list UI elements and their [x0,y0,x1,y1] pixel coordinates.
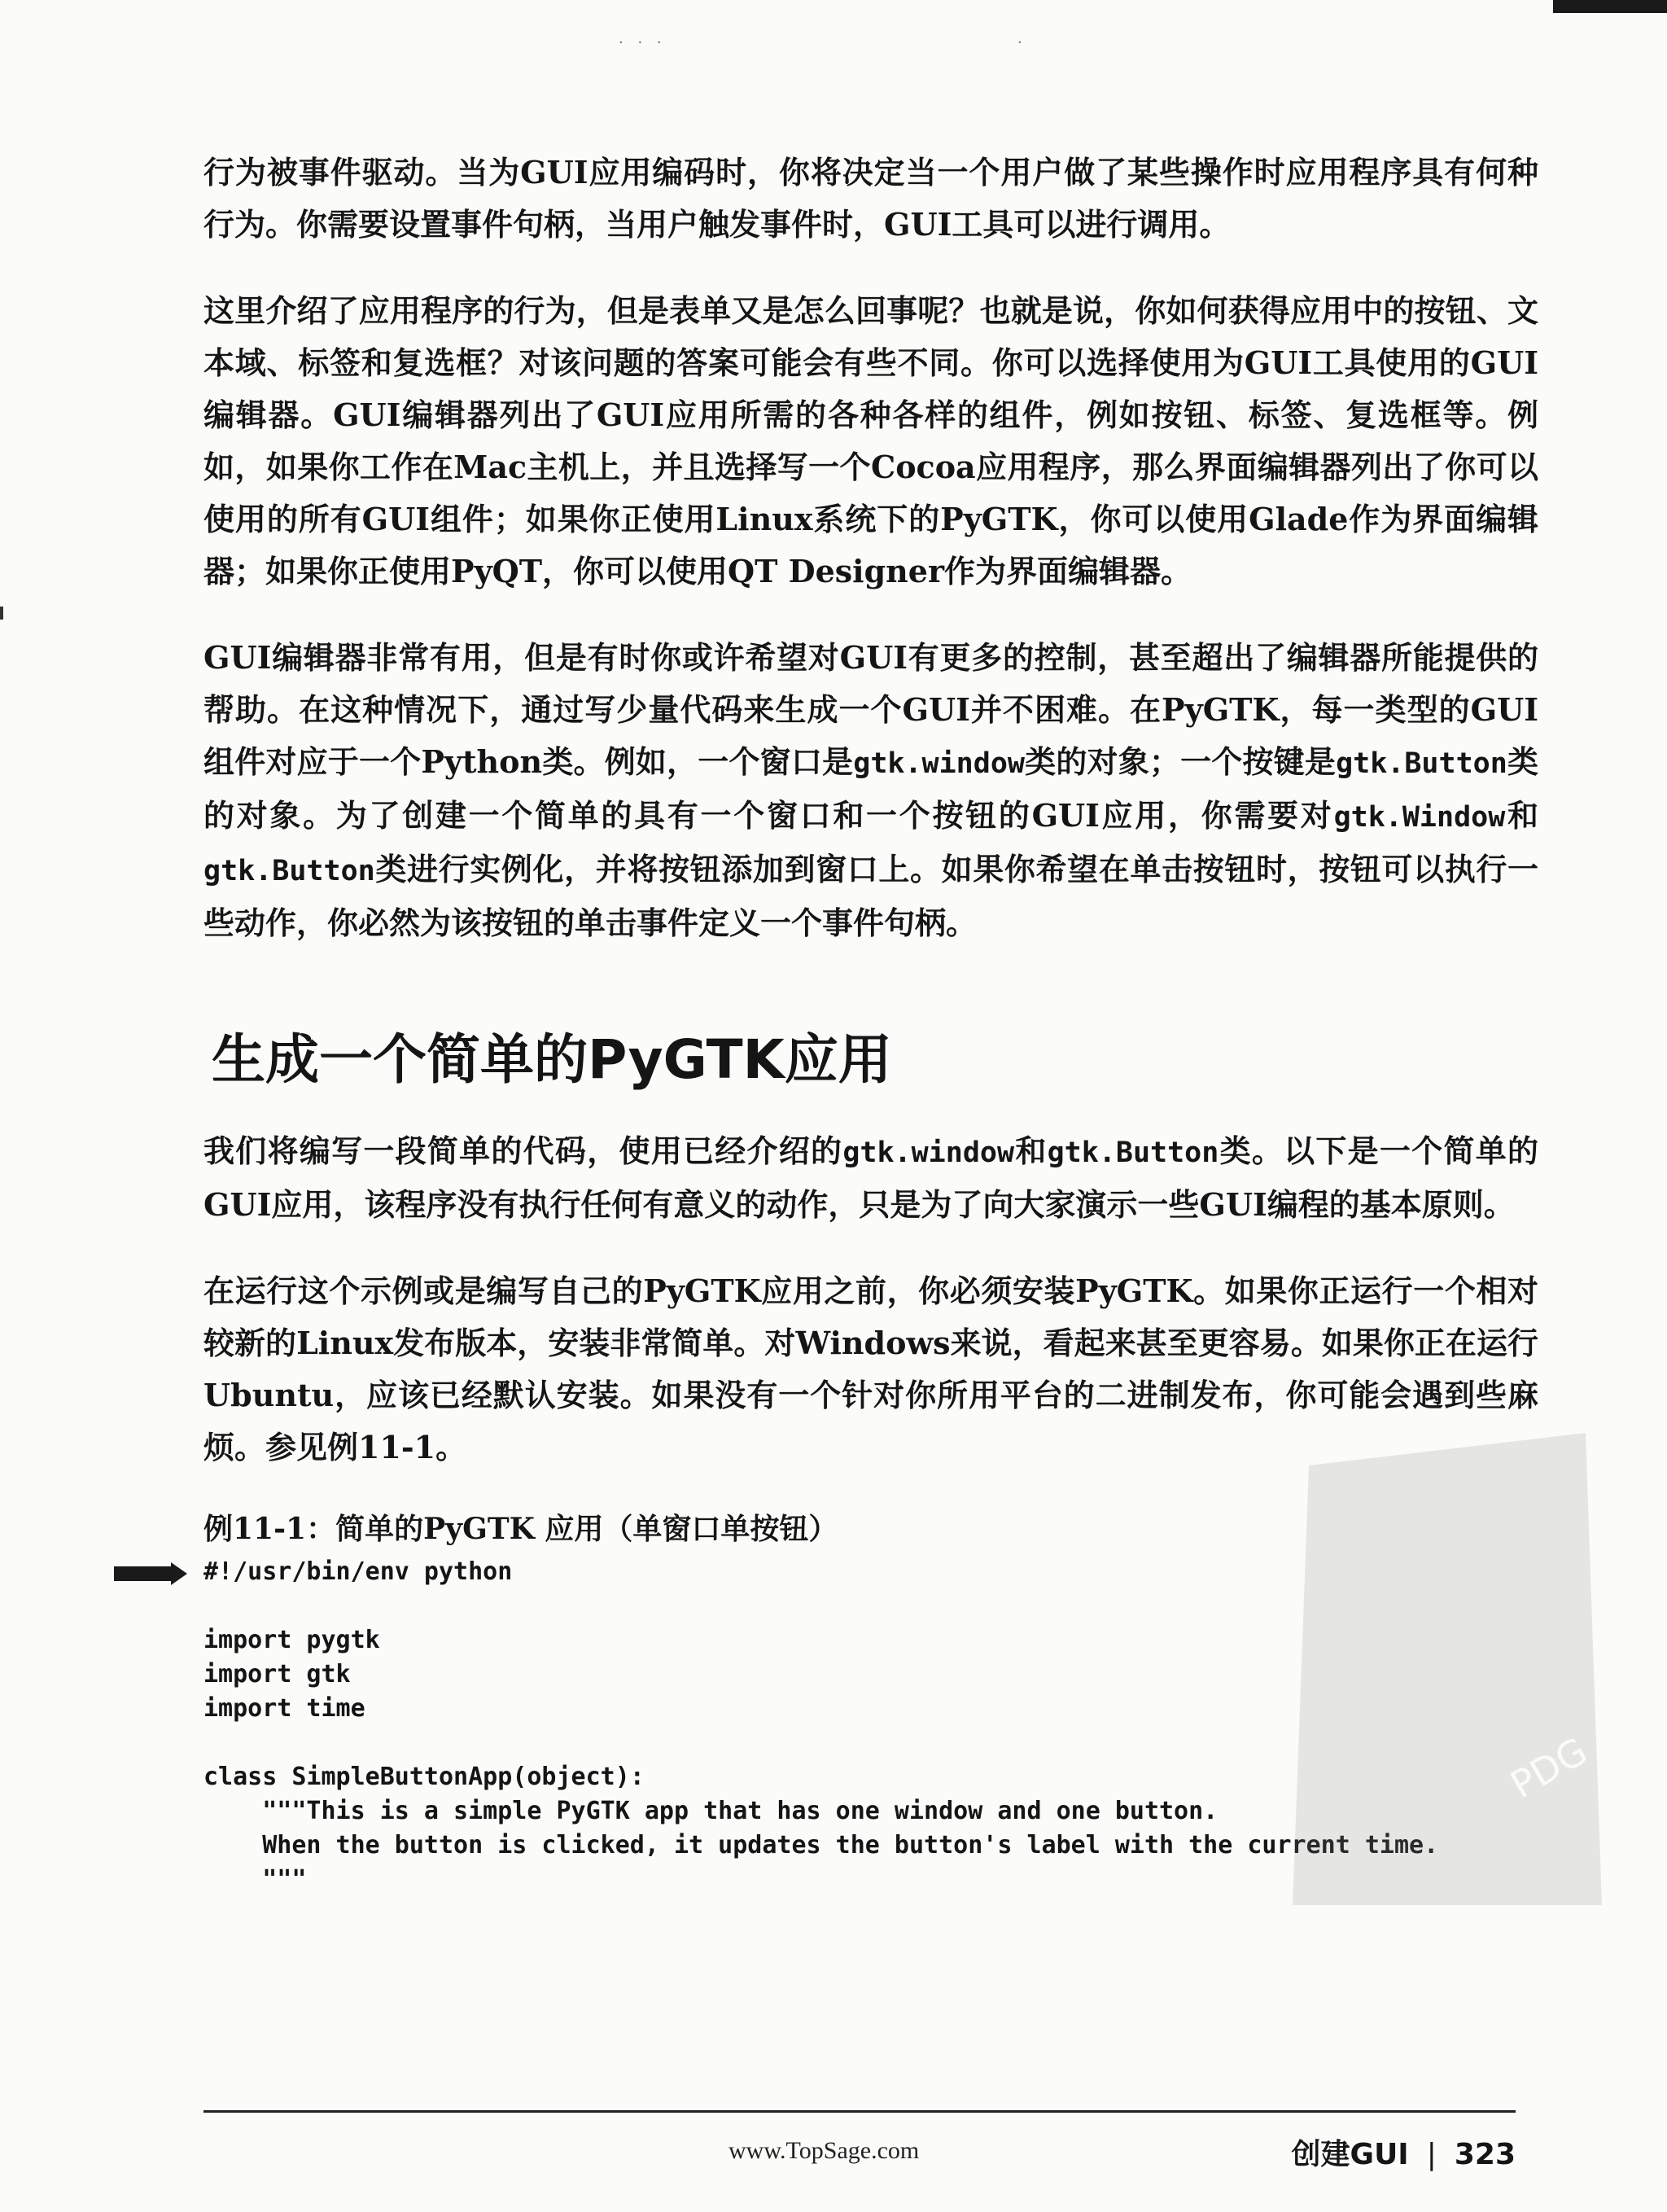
code-line: When the button is clicked, it updates the button's label with the current time. [203,1831,1439,1859]
code-line: import pygtk [203,1626,380,1654]
text-run: 我们将编写一段简单的代码，使用已经介绍的 [203,1132,843,1169]
code-line: #!/usr/bin/env python [203,1557,513,1586]
text-run: 类的对象。为了创建一个简单的具有一个窗口和一个按钮的GUI应用，你需要对 [203,743,1538,834]
code-line: import time [203,1694,365,1723]
paragraph-gui-editor: 这里介绍了应用程序的行为，但是表单又是怎么回事呢？也就是说，你如何获得应用中的按钮、文本域、标签和复选框？对该问题的答案可能会有些不同。你可以选择使用为GUI工具使用的GUI编辑器。GUI编辑器列出了GUI应用所需的各种各样的组件，例如按钮、标签、复选框等。例如，如果你工作在Mac主机上，并且选择写一个Cocoa应用程序，那么界面编辑器列出了你可以使用的所有GUI组件；如果你正使用Linux系统下的PyGTK，你可以使用Glade作为界面编辑器；如果你正使用PyQT，你可以使用QT Designer作为界面编辑器。 [203,292,1538,589]
example-caption: 例11-1：简单的PyGTK 应用（单窗口单按钮） [203,1512,838,1546]
section-heading: 生成一个简单的PyGTK应用 [212,1028,892,1091]
code-line: """ [203,1865,307,1894]
watermark-text: PDG [1503,1728,1595,1807]
footer-separator: | [1426,2138,1437,2171]
code-line: """This is a simple PyGTK app that has one window and one button. [203,1797,1219,1825]
inline-code: gtk.Button [203,855,375,887]
inline-code: gtk.window [842,1137,1015,1169]
scan-edge-mark [0,607,3,620]
inline-code: gtk.Button [1047,1137,1219,1169]
paragraph-event-driven: 行为被事件驱动。当为GUI应用编码时，你将决定当一个用户做了某些操作时应用程序具有何种行为。你需要设置事件句柄，当用户触发事件时，GUI工具可以进行调用。 [203,154,1538,243]
text-run: 类的对象；一个按键是 [1024,743,1337,780]
text-run: 和 [1505,797,1538,834]
paragraph-install-pygtk: 在运行这个示例或是编写自己的PyGTK应用之前，你必须安装PyGTK。如果你正运行一个相对较新的Linux发布版本，安装非常简单。对Windows来说，看起来甚至更容易。如果你正在运行Ubuntu，应该已经默认安装。如果没有一个针对你所用平台的二进制发布，你可能会遇到些麻烦。参见例11-1。 [203,1272,1538,1465]
scan-artifact: · · · [619,34,667,51]
code-line: class SimpleButtonApp(object): [203,1763,645,1791]
footer-rule [203,2110,1516,2113]
scan-artifact: · [1017,34,1022,51]
footer-url: www.TopSage.com [728,2137,920,2164]
text-run: 类。以下是一个简单的GUI应用，该程序没有执行任何有意义的动作，只是为了向大家演示一些GUI编程的基本原则。 [203,1132,1538,1223]
paragraph-pygtk-classes [203,632,1538,949]
chapter-name: 创建GUI [1291,2138,1409,2171]
code-line: import gtk [203,1660,351,1689]
page-number: 323 [1454,2138,1516,2171]
text-run: GUI编辑器非常有用，但是有时你或许希望对GUI有更多的控制，甚至超出了编辑器所能提供的帮助。在这种情况下，通过写少量代码来生成一个GUI并不困难。在PyGTK，每一类型的GUI组件对应于一个Python类。例如，一个窗口是 [203,639,1538,780]
inline-code: gtk.Button [1336,747,1507,780]
inline-code: gtk.Window [1333,801,1506,834]
inline-code: gtk.window [853,747,1025,780]
footer-page-info [1292,2131,1516,2173]
page-corner-mark [1553,0,1667,13]
watermark-seal [1276,1417,1618,1921]
text-run: 和 [1014,1132,1048,1169]
paragraph-intro-example [203,1125,1538,1231]
text-run: 类进行实例化，并将按钮添加到窗口上。如果你希望在单击按钮时，按钮可以执行一些动作，你必然为该按钮的单击事件定义一个事件句柄。 [203,851,1538,941]
arrow-right-icon [114,1565,187,1583]
